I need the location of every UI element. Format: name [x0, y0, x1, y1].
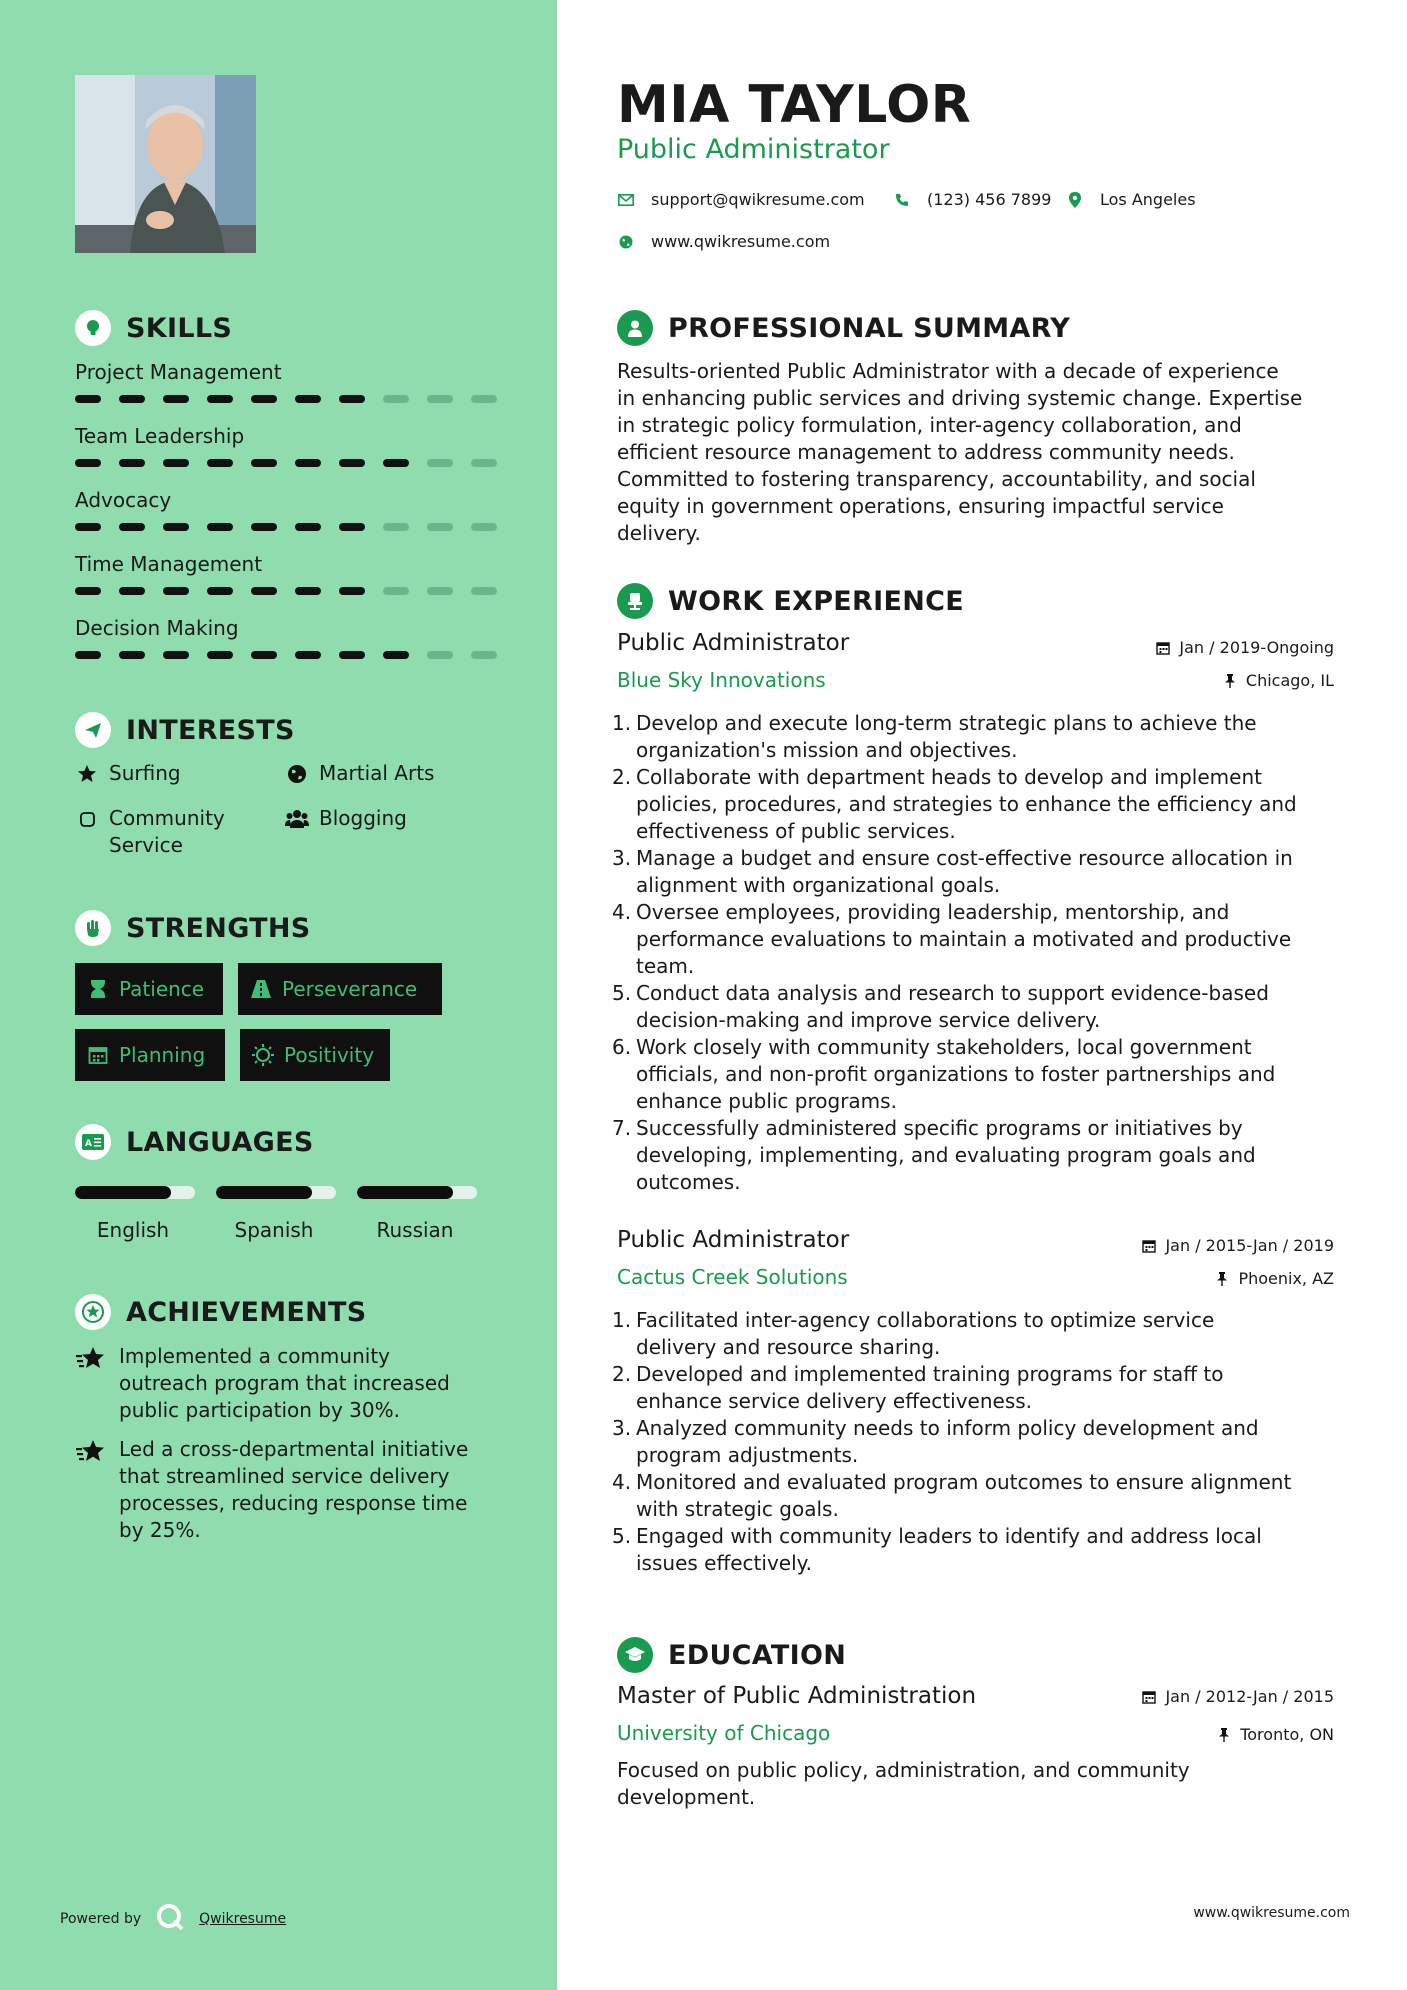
skill-level-segment — [295, 587, 321, 595]
skill-level-segment — [295, 523, 321, 531]
languages-title: LANGUAGES — [126, 1126, 314, 1158]
skill-level-segment — [119, 523, 145, 531]
achievements-title: ACHIEVEMENTS — [126, 1296, 367, 1328]
strength-badge — [238, 963, 442, 1015]
svg-text:A: A — [85, 1139, 92, 1149]
skill-level-bar — [75, 459, 505, 468]
profile-photo — [75, 75, 256, 253]
achievement-text: Implemented a community outreach program that increased public participation by 30%. — [119, 1344, 450, 1422]
sun-icon — [252, 1044, 274, 1066]
skill-level-segment — [251, 651, 277, 659]
calendar-icon — [87, 1044, 109, 1066]
map-pin-icon — [1066, 191, 1084, 209]
experience-title: WORK EXPERIENCE — [668, 585, 964, 617]
skill-level-segment — [75, 651, 101, 659]
education-heading — [617, 1637, 846, 1673]
skill-level-segment — [427, 651, 453, 659]
duty-item: 4. Monitored and evaluated program outcomes to ensure alignment with strategic goals. — [612, 1470, 1292, 1521]
skill-level-segment — [75, 523, 101, 531]
strength-label: Perseverance — [282, 977, 418, 1001]
skill-level-segment — [163, 651, 189, 659]
skill-level-segment — [339, 523, 365, 531]
candidate-name: MIA TAYLOR — [617, 75, 972, 135]
education-location-text: Toronto, ON — [1240, 1725, 1334, 1744]
school-name: University of Chicago — [617, 1721, 831, 1745]
skill-name: Project Management — [75, 360, 282, 384]
job-location-text: Phoenix, AZ — [1238, 1269, 1334, 1288]
language-level-fill — [216, 1186, 312, 1199]
calendar-icon — [1141, 1238, 1157, 1254]
duty-item: 4. Oversee employees, providing leadership, mentorship, and performance evaluations to maintain a motivated and productive team. — [612, 900, 1292, 978]
duty-number: 2. — [612, 1362, 632, 1386]
skill-level-bar — [75, 587, 505, 596]
skill-level-segment — [163, 523, 189, 531]
duty-item: 5. Engaged with community leaders to identify and address local issues effectively. — [612, 1524, 1262, 1575]
skill-level-segment — [471, 523, 497, 531]
skill-name: Advocacy — [75, 488, 172, 512]
skill-level-segment — [339, 459, 365, 467]
interest-label: Community Service — [109, 806, 225, 857]
email-text[interactable]: support@qwikresume.com — [651, 190, 865, 209]
duty-number: 4. — [612, 900, 632, 924]
skill-level-segment — [251, 395, 277, 403]
experience-heading — [617, 583, 964, 619]
skill-level-segment — [427, 523, 453, 531]
skill-level-segment — [119, 395, 145, 403]
languages-heading — [75, 1124, 314, 1160]
skill-level-segment — [119, 651, 145, 659]
achievement-item — [75, 1436, 505, 1544]
skill-level-segment — [207, 523, 233, 531]
interest-label: Blogging — [319, 806, 407, 830]
achievement-text: Led a cross-departmental initiative that streamlined service delivery processes, reducing response time by 25%. — [119, 1437, 469, 1542]
job-duties — [612, 710, 1342, 1196]
strength-badge — [75, 1029, 225, 1081]
interest-item — [285, 760, 434, 787]
skill-level-segment — [163, 587, 189, 595]
skill-level-segment — [383, 651, 409, 659]
interest-label: Martial Arts — [319, 761, 435, 785]
job-location-text: Chicago, IL — [1245, 671, 1334, 690]
skill-level-segment — [427, 395, 453, 403]
duty-number: 5. — [612, 981, 632, 1005]
skill-level-segment — [75, 395, 101, 403]
education-location — [1216, 1725, 1334, 1744]
skill-level-segment — [383, 587, 409, 595]
job-title: Public Administrator — [617, 1227, 850, 1253]
skill-level-segment — [339, 395, 365, 403]
interests-title: INTERESTS — [126, 714, 295, 746]
duty-number: 1. — [612, 1308, 632, 1332]
achievement-item — [75, 1343, 505, 1424]
skill-level-segment — [295, 459, 321, 467]
briefcase-chair-icon — [617, 583, 653, 619]
skill-level-segment — [251, 523, 277, 531]
duty-item: 2. Collaborate with department heads to develop and implement policies, procedures, and strategies to enhance the efficiency and effectiveness of public services. — [612, 765, 1297, 843]
globe-icon — [285, 760, 309, 787]
calendar-icon — [1155, 640, 1171, 656]
language-name: English — [96, 1218, 170, 1242]
powered-by — [60, 1902, 286, 1936]
location-text: Los Angeles — [1100, 190, 1196, 209]
strength-label: Positivity — [284, 1043, 375, 1067]
hand-icon — [75, 805, 99, 832]
duty-item: 3. Manage a budget and ensure cost-effective resource allocation in alignment with organizational goals. — [612, 846, 1293, 897]
interest-item — [285, 805, 407, 832]
globe-icon — [617, 233, 635, 251]
strengths-title: STRENGTHS — [126, 912, 311, 944]
footer-url[interactable]: www.qwikresume.com — [1193, 1905, 1350, 1921]
education-dates — [1141, 1687, 1334, 1706]
interest-item — [75, 805, 225, 859]
skill-level-bar — [75, 395, 505, 404]
pushpin-icon — [1222, 673, 1238, 689]
skills-heading — [75, 310, 232, 346]
star-burst-icon — [75, 1436, 107, 1468]
candidate-role: Public Administrator — [617, 134, 890, 165]
education-dates-text: Jan / 2012-Jan / 2015 — [1165, 1687, 1334, 1706]
star-icon — [75, 760, 99, 787]
duty-item: 2. Developed and implemented training programs for staff to enhance service delivery effectiveness. — [612, 1362, 1224, 1413]
interest-item — [75, 760, 181, 787]
hourglass-icon — [87, 978, 109, 1000]
skill-name: Decision Making — [75, 616, 239, 640]
calendar-icon — [1141, 1689, 1157, 1705]
graduation-cap-icon — [617, 1637, 653, 1673]
job-company: Cactus Creek Solutions — [617, 1265, 848, 1289]
award-icon — [75, 1294, 111, 1330]
duty-item: 1. Facilitated inter-agency collaborations to optimize service delivery and resource sharing. — [612, 1308, 1215, 1359]
skill-level-segment — [207, 651, 233, 659]
skill-level-segment — [339, 651, 365, 659]
duty-number: 5. — [612, 1524, 632, 1548]
summary-text: Results-oriented Public Administrator with a decade of experience in enhancing public services and driving systemic change. Expertise in strategic policy formulation, inter-agency collaboration, and efficient resource management to address community needs. Committed to fostering transparency, accountability, and social equity in government operations, ensuring impactful service delivery. — [617, 359, 1303, 545]
achievements-heading — [75, 1294, 367, 1330]
skill-level-segment — [119, 459, 145, 467]
education-description: Focused on public policy, administration, and community development. — [617, 1758, 1190, 1809]
skill-level-segment — [251, 459, 277, 467]
language-name: Spanish — [234, 1218, 314, 1242]
powered-by-text: Powered by — [60, 1911, 142, 1927]
duty-number: 3. — [612, 1416, 632, 1440]
job-company: Blue Sky Innovations — [617, 668, 826, 692]
skill-level-segment — [471, 587, 497, 595]
skill-level-segment — [295, 651, 321, 659]
duty-item: 1. Develop and execute long-term strategic plans to achieve the organization's mission and objectives. — [612, 711, 1257, 762]
skill-level-segment — [251, 587, 277, 595]
interests-heading — [75, 712, 295, 748]
job-dates — [1141, 1236, 1334, 1255]
interest-label: Surfing — [109, 761, 181, 785]
strength-badge — [75, 963, 223, 1015]
contact-location — [1066, 190, 1196, 209]
skill-level-segment — [75, 587, 101, 595]
skill-level-segment — [207, 395, 233, 403]
duty-number: 7. — [612, 1116, 632, 1140]
skill-level-segment — [383, 523, 409, 531]
skill-level-segment — [207, 459, 233, 467]
job-location — [1214, 1269, 1334, 1288]
job-dates-text: Jan / 2015-Jan / 2019 — [1165, 1236, 1334, 1255]
contact-phone — [893, 190, 1051, 209]
degree-title: Master of Public Administration — [617, 1683, 977, 1709]
duty-number: 2. — [612, 765, 632, 789]
skill-level-segment — [383, 395, 409, 403]
website-text[interactable]: www.qwikresume.com — [651, 232, 831, 251]
language-name: Russian — [376, 1218, 454, 1242]
skill-level-segment — [207, 587, 233, 595]
duty-number: 3. — [612, 846, 632, 870]
language-icon — [75, 1124, 111, 1160]
phone-icon — [893, 191, 911, 209]
paper-plane-icon — [75, 712, 111, 748]
duty-number: 4. — [612, 1470, 632, 1494]
strength-label: Patience — [119, 977, 205, 1001]
skill-level-segment — [163, 459, 189, 467]
language-level-fill — [75, 1186, 171, 1199]
users-icon — [285, 805, 309, 832]
skill-level-segment — [339, 587, 365, 595]
skill-level-segment — [119, 587, 145, 595]
duty-item: 3. Analyzed community needs to inform policy development and program adjustments. — [612, 1416, 1259, 1467]
qwikresume-link[interactable]: Qwikresume — [199, 1911, 287, 1927]
job-title: Public Administrator — [617, 630, 850, 656]
skill-level-segment — [471, 459, 497, 467]
job-location — [1222, 671, 1334, 690]
job-duties — [612, 1307, 1342, 1577]
language-level-bar — [216, 1186, 336, 1199]
skill-name: Team Leadership — [75, 424, 245, 448]
skill-level-segment — [427, 587, 453, 595]
skill-level-segment — [163, 395, 189, 403]
duty-item: 6. Work closely with community stakeholders, local government officials, and non-profit organizations to foster partnerships and enhance public programs. — [612, 1035, 1276, 1113]
skill-level-segment — [75, 459, 101, 467]
pushpin-icon — [1214, 1271, 1230, 1287]
strength-label: Planning — [119, 1043, 206, 1067]
language-level-bar — [357, 1186, 477, 1199]
skills-title: SKILLS — [126, 312, 233, 344]
road-icon — [250, 978, 272, 1000]
pushpin-icon — [1216, 1727, 1232, 1743]
star-burst-icon — [75, 1343, 107, 1375]
duty-number: 1. — [612, 711, 632, 735]
hand-paper-icon — [75, 910, 111, 946]
skill-level-segment — [471, 651, 497, 659]
job-dates — [1155, 638, 1334, 657]
education-title: EDUCATION — [668, 1639, 847, 1671]
skill-level-segment — [295, 395, 321, 403]
lightbulb-icon — [75, 310, 111, 346]
language-level-bar — [75, 1186, 195, 1199]
strength-badge — [240, 1029, 390, 1081]
qwikresume-logo-icon — [155, 1902, 185, 1936]
strengths-heading — [75, 910, 311, 946]
skill-name: Time Management — [75, 552, 263, 576]
duty-item: 5. Conduct data analysis and research to support evidence-based decision-making and improve service delivery. — [612, 981, 1269, 1032]
contact-website — [617, 232, 830, 251]
phone-text: (123) 456 7899 — [927, 190, 1052, 209]
envelope-icon — [617, 191, 635, 209]
duty-number: 6. — [612, 1035, 632, 1059]
skill-level-segment — [427, 459, 453, 467]
skill-level-bar — [75, 523, 505, 532]
language-level-fill — [357, 1186, 453, 1199]
contact-email — [617, 190, 865, 209]
skill-level-bar — [75, 651, 505, 660]
user-icon — [617, 310, 653, 346]
duty-item: 7. Successfully administered specific programs or initiatives by developing, implementing, and evaluating program goals and outcomes. — [612, 1116, 1256, 1194]
job-dates-text: Jan / 2019-Ongoing — [1179, 638, 1334, 657]
sidebar — [0, 0, 557, 1990]
summary-title: PROFESSIONAL SUMMARY — [668, 312, 1071, 344]
skill-level-segment — [471, 395, 497, 403]
summary-heading — [617, 310, 1070, 346]
skill-level-segment — [383, 459, 409, 467]
